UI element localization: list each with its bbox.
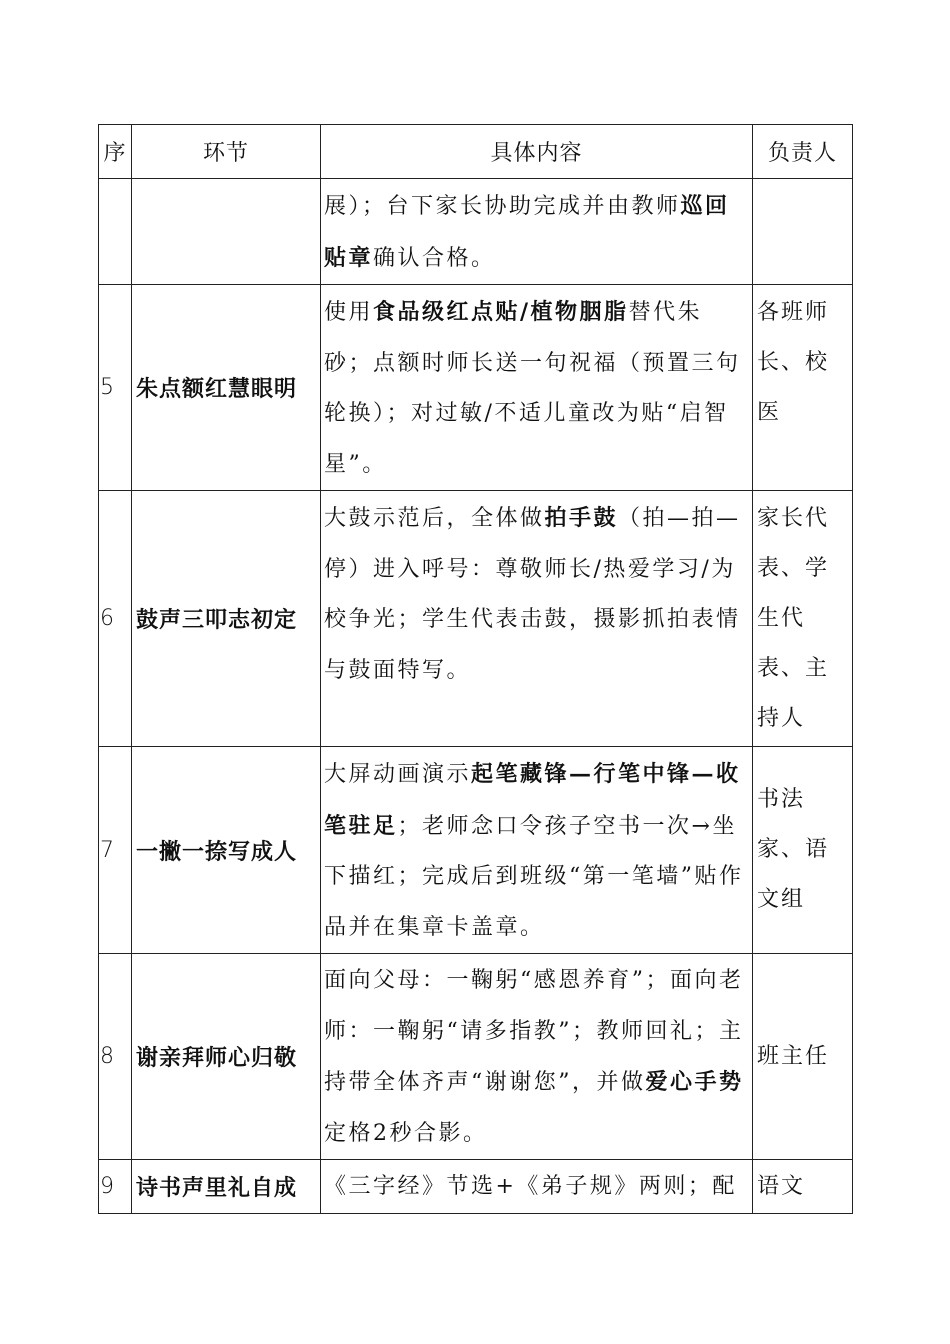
row-stage [132, 179, 321, 285]
row-stage: 谢亲拜师心归敬 [132, 954, 321, 1160]
header-content: 具体内容 [321, 125, 753, 179]
table-row [99, 1160, 853, 1214]
text-segment: 大屏动画演示 [324, 762, 472, 787]
text-segment: 定格2秒合影。 [324, 1120, 488, 1146]
row-owner: 语文 [753, 1160, 853, 1214]
row-stage: 朱点额红慧眼明 [132, 285, 321, 491]
row-seq: 8 [99, 954, 132, 1160]
header-owner: 负责人 [753, 125, 853, 179]
text-segment: 展）；台下家长协助完成并由教师 [324, 194, 681, 219]
text-segment: 面向父母：一鞠躬“感恩养育”；面向老师：一鞠躬“请多指教”；教师回礼；主持带全体齐声“谢谢您”，并做 [324, 968, 744, 1095]
row-seq: 9 [99, 1160, 132, 1214]
row-content [321, 285, 753, 491]
text-segment: 确认合格。 [373, 245, 496, 271]
text-segment: （拍—拍—停）进入呼号：尊敬师长/热爱学习/为校争光；学生代表击鼓，摄影抓拍表情与鼓面特写。 [324, 506, 741, 683]
row-owner: 班主任 [753, 954, 853, 1160]
row-content [321, 747, 753, 954]
row-stage: 一撇一捺写成人 [132, 747, 321, 954]
table-row [99, 285, 853, 491]
row-content [321, 179, 753, 285]
bold-text-segment: 巡回贴章 [324, 193, 730, 271]
row-owner: 各班师长、校医 [753, 285, 853, 491]
text-segment: 《三字经》节选+《弟子规》两则；配 [324, 1173, 737, 1199]
text-segment: 使用 [324, 300, 374, 325]
row-seq: 5 [99, 285, 132, 491]
row-owner: 书法家、语文组 [753, 747, 853, 954]
header-row [99, 125, 853, 179]
row-content [321, 1160, 753, 1214]
bold-text-segment: 食品级红点贴/植物胭脂 [373, 299, 629, 325]
header-stage: 环节 [132, 125, 321, 179]
row-owner [753, 179, 853, 285]
table-row [99, 491, 853, 747]
row-stage: 诗书声里礼自成 [132, 1160, 321, 1214]
schedule-table [98, 124, 853, 1214]
text-segment: 替代朱砂；点额时师长送一句祝福（预置三句轮换）；对过敏/不适儿童改为贴“启智星”。 [324, 300, 741, 477]
table-row [99, 179, 853, 285]
text-segment: 大鼓示范后，全体做 [324, 506, 545, 531]
row-owner: 家长代表、学生代表、主持人 [753, 491, 853, 747]
row-stage: 鼓声三叩志初定 [132, 491, 321, 747]
table-row [99, 954, 853, 1160]
row-seq: 7 [99, 747, 132, 954]
text-segment: ；老师念口令孩子空书一次→坐下描红；完成后到班级“第一笔墙”贴作品并在集章卡盖章。 [324, 813, 744, 940]
bold-text-segment: 起笔藏锋—行笔中锋—收笔驻足 [324, 761, 741, 839]
row-seq [99, 179, 132, 285]
row-content [321, 954, 753, 1160]
row-seq: 6 [99, 491, 132, 747]
header-seq: 序 [99, 125, 132, 179]
row-content [321, 491, 753, 747]
bold-text-segment: 爱心手势 [645, 1069, 744, 1095]
bold-text-segment: 拍手鼓 [544, 505, 619, 531]
table-row [99, 747, 853, 954]
